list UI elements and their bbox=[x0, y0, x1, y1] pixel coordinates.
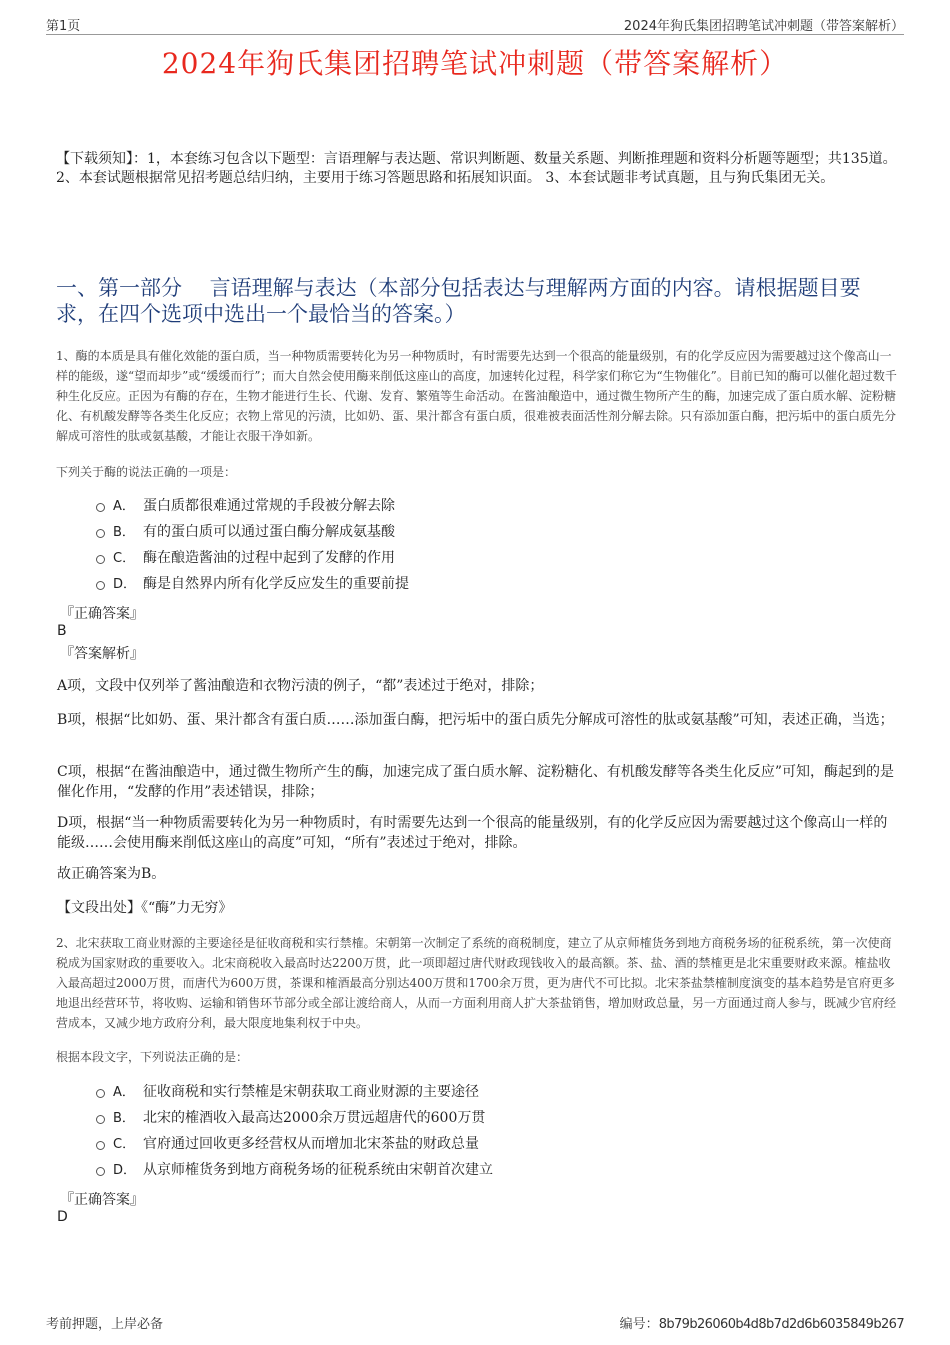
q2-option-c[interactable] bbox=[96, 1131, 493, 1157]
radio-icon[interactable] bbox=[96, 581, 105, 590]
option-letter: A． bbox=[113, 499, 135, 514]
footer-code-label: 编号： bbox=[619, 1317, 659, 1332]
option-letter: B． bbox=[113, 1111, 135, 1126]
option-letter: A． bbox=[113, 1085, 135, 1100]
q1-source: 【文段出处】《“酶”力无穷》 bbox=[57, 900, 233, 916]
option-text: 北宋的榷酒收入最高达2000余万贯远超唐代的600万贯 bbox=[143, 1110, 486, 1126]
q1-option-d[interactable] bbox=[96, 571, 409, 597]
option-text: 从京师榷货务到地方商税务场的征税系统由宋朝首次建立 bbox=[143, 1162, 493, 1178]
q2-stem: 根据本段文字，下列说法正确的是： bbox=[56, 1050, 249, 1064]
q2-answer-label: 『正确答案』 bbox=[60, 1192, 144, 1208]
option-text: 官府通过回收更多经营权从而增加北宋茶盐的财政总量 bbox=[143, 1136, 479, 1152]
document-title: 2024年狗氏集团招聘笔试冲刺题（带答案解析） bbox=[161, 47, 789, 80]
radio-icon[interactable] bbox=[96, 555, 105, 564]
option-text: 蛋白质都很难通过常规的手段被分解去除 bbox=[143, 498, 395, 514]
radio-icon[interactable] bbox=[96, 1141, 105, 1150]
option-text: 征收商税和实行禁榷是宋朝获取工商业财源的主要途径 bbox=[143, 1084, 479, 1100]
footer-code-block bbox=[620, 1313, 904, 1332]
q1-analysis-c: C项，根据“在酱油酿造中，通过微生物所产生的酶，加速完成了蛋白质水解、淀粉糖化、有机酸发酵等各类生化反应”可知，酶起到的是催化作用，“发酵的作用”表述错误，排除； bbox=[57, 764, 895, 800]
q1-option-c[interactable] bbox=[96, 545, 409, 571]
q2-option-a[interactable] bbox=[96, 1079, 493, 1105]
q1-passage: 1、酶的本质是具有催化效能的蛋白质，当一种物质需要转化为另一种物质时，有时需要先达到一个很高的能量级别，有的化学反应因为需要越过这个像高山一样的能级，遂“望而却步”或“缓缓而行”；而大自然会使用酶来削低这座山的高度，加速转化过程，科学家们称它为“生物催化”。目前已知的酶可以催化超过数千种生化反应。正因为有酶的存在，生物才能进行生长、代谢、发育、繁殖等生命活动。在酱油酿造中，通过微生物所产生的酶，加速完成了蛋白质水解、淀粉糖化、有机酸发酵等各类生化反应；衣物上常见的污渍，比如奶、蛋、果汁都含有蛋白质，很难被表面活性剂分解去除。只有添加蛋白酶，把污垢中的蛋白质先分解成可溶性的肽或氨基酸，才能让衣服干净如新。 bbox=[56, 349, 897, 443]
option-letter: C． bbox=[113, 1137, 136, 1152]
option-letter: D． bbox=[113, 577, 137, 592]
q1-analysis-a: A项，文段中仅列举了酱油酿造和衣物污渍的例子，“都”表述过于绝对，排除； bbox=[57, 678, 544, 694]
q1-stem: 下列关于酶的说法正确的一项是： bbox=[56, 465, 237, 479]
page-number: 第1页 bbox=[46, 19, 81, 34]
q1-answer-label: 『正确答案』 bbox=[60, 606, 144, 622]
page-header bbox=[46, 14, 904, 35]
q1-options bbox=[96, 493, 409, 597]
radio-icon[interactable] bbox=[96, 1167, 105, 1176]
option-text: 有的蛋白质可以通过蛋白酶分解成氨基酸 bbox=[143, 524, 395, 540]
radio-icon[interactable] bbox=[96, 1089, 105, 1098]
q2-options bbox=[96, 1079, 493, 1183]
footer-slogan: 考前押题，上岸必备 bbox=[46, 1317, 164, 1332]
option-text: 酶在酿造酱油的过程中起到了发酵的作用 bbox=[143, 550, 395, 566]
q2-passage: 2、北宋获取工商业财源的主要途径是征收商税和实行禁榷。宋朝第一次制定了系统的商税制度，建立了从京师榷货务到地方商税务场的征税系统，第一次使商税成为国家财政的重要收入。北宋商税收入最高时达2200万贯，此一项即超过唐代财政现钱收入的最高额。茶、盐、酒的禁榷更是北宋重要财政来源。榷盐收入最高超过2000万贯，而唐代为600万贯，茶课和榷酒最高分别达400万贯和1700余万贯，更为唐代不可比拟。北宋茶盐禁榷制度演变的基本趋势是官府更多地退出经营环节，将收购、运输和销售环节部分或全部让渡给商人，从而一方面利用商人扩大茶盐销售，增加财政总量，另一方面通过商人参与，既减少官府经营成本，又减少地方政府分利，最大限度地集利权于中央。 bbox=[56, 936, 897, 1030]
option-letter: C． bbox=[113, 551, 136, 566]
section-heading: 一、第一部分 言语理解与表达（本部分包括表达与理解两方面的内容。请根据题目要求，在四个选项中选出一个最恰当的答案。） bbox=[56, 276, 861, 326]
q1-analysis-d: D项，根据“当一种物质需要转化为另一种物质时，有时需要先达到一个很高的能量级别，有的化学反应因为需要越过这个像高山一样的能级……会使用酶来削低这座山的高度”可知，“所有”表述过于绝对，排除。 bbox=[57, 815, 888, 851]
q1-analysis-b: B项，根据“比如奶、蛋、果汁都含有蛋白质……添加蛋白酶，把污垢中的蛋白质先分解成可溶性的肽或氨基酸”可知，表述正确，当选； bbox=[57, 712, 894, 728]
radio-icon[interactable] bbox=[96, 1115, 105, 1124]
q2-option-d[interactable] bbox=[96, 1157, 493, 1183]
q1-option-b[interactable] bbox=[96, 519, 409, 545]
q2-option-b[interactable] bbox=[96, 1105, 493, 1131]
radio-icon[interactable] bbox=[96, 529, 105, 538]
download-notice: 【下载须知】：1，本套练习包含以下题型：言语理解与表达题、常识判断题、数量关系题、判断推理题和资料分析题等题型；共135道。 2、本套试题根据常见招考题总结归纳，主要用于练习答题思路和拓展知识面。 3、本套试题非考试真题，且与狗氏集团无关。 bbox=[56, 151, 897, 186]
q1-answer: B bbox=[57, 623, 67, 639]
footer-code: 8b79b26060b4d8b7d2d6b6035849b267 bbox=[658, 1317, 904, 1332]
header-doc-name: 2024年狗氏集团招聘笔试冲刺题（带答案解析） bbox=[623, 19, 904, 34]
q1-conclusion: 故正确答案为B。 bbox=[57, 866, 166, 882]
option-text: 酶是自然界内所有化学反应发生的重要前提 bbox=[143, 576, 409, 592]
q1-option-a[interactable] bbox=[96, 493, 409, 519]
radio-icon[interactable] bbox=[96, 503, 105, 512]
q1-analysis-label: 『答案解析』 bbox=[60, 646, 144, 662]
option-letter: D． bbox=[113, 1163, 137, 1178]
option-letter: B． bbox=[113, 525, 135, 540]
q2-answer: D bbox=[57, 1209, 68, 1225]
